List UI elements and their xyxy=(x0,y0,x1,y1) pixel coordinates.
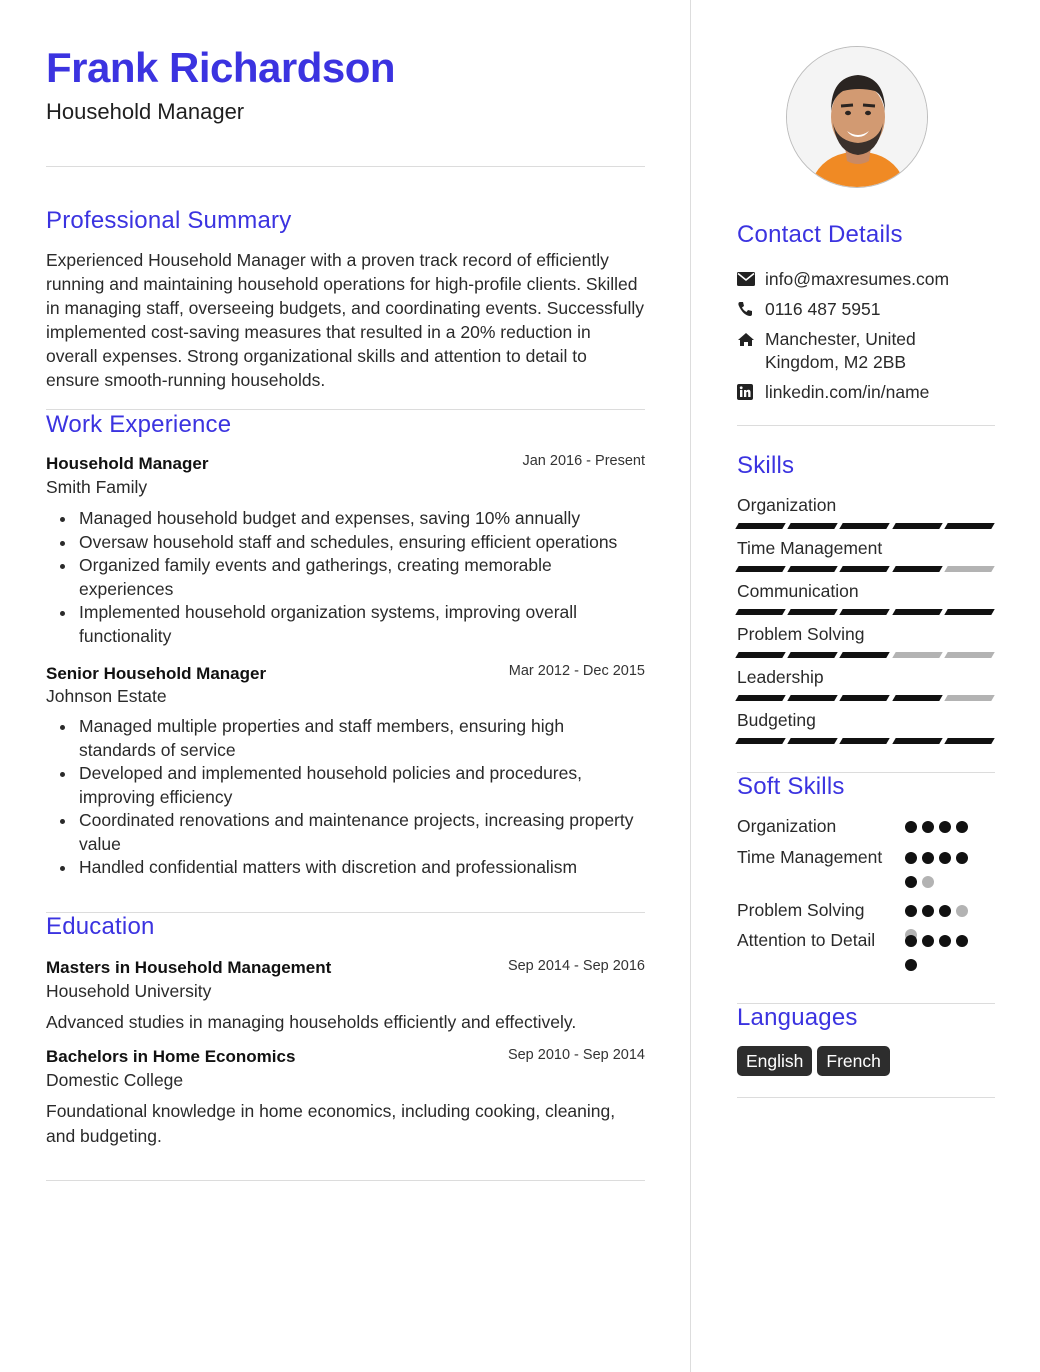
skill-segment-filled xyxy=(735,738,786,744)
list-item: Managed multiple properties and staff members, ensuring high standards of service xyxy=(79,715,645,762)
skill-segment-filled xyxy=(840,566,891,572)
skill-segment-filled xyxy=(840,738,891,744)
contact-divider xyxy=(737,425,995,426)
header-divider xyxy=(46,166,645,167)
job-organization: Johnson Estate xyxy=(46,686,167,706)
skill-segment-filled xyxy=(735,609,786,615)
soft-skill-name: Time Management xyxy=(737,847,883,867)
soft-skill-name: Attention to Detail xyxy=(737,930,876,950)
degree-description: Advanced studies in managing households efficiently and effectively. xyxy=(46,1012,577,1032)
skill-segment-filled xyxy=(892,523,943,529)
skill-name: Budgeting xyxy=(737,710,816,730)
skill-segment-filled xyxy=(892,609,943,615)
summary-divider xyxy=(46,409,645,410)
school-name: Household University xyxy=(46,981,212,1001)
avatar-portrait-icon xyxy=(787,47,928,188)
soft-skill-name: Organization xyxy=(737,816,837,836)
column-divider xyxy=(690,0,691,1372)
dot-filled xyxy=(939,821,951,833)
dot-filled xyxy=(939,905,951,917)
skill-segment-empty xyxy=(944,652,995,658)
job-dates: Mar 2012 - Dec 2015 xyxy=(508,663,645,679)
contact-heading: Contact Details xyxy=(737,221,903,248)
language-tag: English xyxy=(737,1046,812,1076)
skill-segment-filled xyxy=(944,609,995,615)
contact-address xyxy=(737,328,985,374)
skill-level-bar xyxy=(737,695,993,701)
list-item: Oversaw household staff and schedules, ensuring efficient operations xyxy=(79,531,645,555)
soft-skill-dots xyxy=(905,852,977,888)
dot-filled xyxy=(922,852,934,864)
list-item: Managed household budget and expenses, saving 10% annually xyxy=(79,507,645,531)
job-bullets xyxy=(79,715,645,880)
dot-filled xyxy=(956,852,968,864)
job-organization: Smith Family xyxy=(46,477,148,497)
education-divider xyxy=(46,1180,645,1181)
language-tag: French xyxy=(817,1046,889,1076)
skill-segment-filled xyxy=(944,523,995,529)
list-item: Handled confidential matters with discretion and professionalism xyxy=(79,856,645,880)
skill-name: Time Management xyxy=(737,538,883,558)
languages-list xyxy=(737,1046,890,1076)
skill-segment-filled xyxy=(787,695,838,701)
list-item: Coordinated renovations and maintenance projects, increasing property value xyxy=(79,809,645,856)
list-item: Developed and implemented household policies and procedures, improving efficiency xyxy=(79,762,645,809)
education-heading: Education xyxy=(46,913,155,940)
dot-filled xyxy=(905,935,917,947)
degree-dates: Sep 2014 - Sep 2016 xyxy=(507,958,645,974)
skill-segment-filled xyxy=(840,609,891,615)
dot-filled xyxy=(905,905,917,917)
envelope-icon xyxy=(737,268,765,290)
skill-level-bar xyxy=(737,609,993,615)
phone-icon xyxy=(737,298,765,320)
job-bullets xyxy=(79,507,645,648)
summary-heading: Professional Summary xyxy=(46,207,292,234)
contact-email xyxy=(737,268,985,291)
languages-heading: Languages xyxy=(737,1004,858,1031)
candidate-role: Household Manager xyxy=(46,99,245,124)
skill-segment-filled xyxy=(735,695,786,701)
dot-empty xyxy=(922,876,934,888)
home-icon xyxy=(737,328,765,350)
soft-skills-heading: Soft Skills xyxy=(737,773,845,800)
job-title: Senior Household Manager xyxy=(46,664,267,683)
summary-text: Experienced Household Manager with a proven track record of efficiently running and maintaining household operations for high-profile clients. Skilled in managing staff, overseeing budgets, and coordinating events. Successfully implemented cost-saving measures that resulted in a 20% reduction in overall expenses. Strong organizational skills and attention to detail to ensure smooth-running households. xyxy=(46,250,644,390)
skill-segment-filled xyxy=(787,523,838,529)
dot-filled xyxy=(939,935,951,947)
skill-segment-empty xyxy=(892,652,943,658)
skill-segment-filled xyxy=(892,738,943,744)
skill-level-bar xyxy=(737,523,993,529)
skill-segment-filled xyxy=(840,523,891,529)
dot-filled xyxy=(922,905,934,917)
skill-segment-filled xyxy=(735,652,786,658)
dot-filled xyxy=(905,959,917,971)
linkedin-icon xyxy=(737,381,765,403)
soft-skill-dots xyxy=(905,935,977,971)
degree-title: Masters in Household Management xyxy=(46,958,332,977)
skill-segment-empty xyxy=(944,566,995,572)
degree-title: Bachelors in Home Economics xyxy=(46,1047,296,1066)
job-dates: Jan 2016 - Present xyxy=(522,453,645,469)
dot-filled xyxy=(905,821,917,833)
skill-segment-filled xyxy=(892,566,943,572)
skill-segment-filled xyxy=(735,566,786,572)
list-item: Organized family events and gatherings, creating memorable experiences xyxy=(79,554,645,601)
school-name: Domestic College xyxy=(46,1070,184,1090)
skill-segment-filled xyxy=(735,523,786,529)
skill-level-bar xyxy=(737,652,993,658)
skill-name: Communication xyxy=(737,581,859,601)
skill-name: Problem Solving xyxy=(737,624,865,644)
skill-name: Leadership xyxy=(737,667,824,687)
candidate-name: Frank Richardson xyxy=(46,44,396,91)
skill-name: Organization xyxy=(737,495,837,515)
dot-filled xyxy=(905,852,917,864)
dot-filled xyxy=(922,935,934,947)
job-title: Household Manager xyxy=(46,454,209,473)
soft-skill-dots xyxy=(905,821,977,833)
dot-filled xyxy=(939,852,951,864)
skill-segment-filled xyxy=(787,609,838,615)
skill-segment-filled xyxy=(787,652,838,658)
skill-segment-empty xyxy=(944,695,995,701)
avatar xyxy=(786,46,928,188)
dot-filled xyxy=(922,821,934,833)
soft-skill-name: Problem Solving xyxy=(737,900,865,920)
experience-heading: Work Experience xyxy=(46,411,232,438)
skill-segment-filled xyxy=(892,695,943,701)
phone-text: 0116 487 5951 xyxy=(765,299,881,319)
dot-filled xyxy=(956,935,968,947)
skill-segment-filled xyxy=(787,738,838,744)
dot-filled xyxy=(905,876,917,888)
degree-description: Foundational knowledge in home economics, including cooking, cleaning, and budgeting. xyxy=(46,1101,616,1146)
skill-segment-filled xyxy=(787,566,838,572)
skill-level-bar xyxy=(737,738,993,744)
skills-heading: Skills xyxy=(737,452,795,479)
contact-phone xyxy=(737,298,985,321)
email-text[interactable]: info@maxresumes.com xyxy=(765,269,950,289)
degree-dates: Sep 2010 - Sep 2014 xyxy=(507,1047,645,1063)
skill-level-bar xyxy=(737,566,993,572)
languages-divider xyxy=(737,1097,995,1098)
dot-filled xyxy=(956,821,968,833)
skill-segment-filled xyxy=(840,695,891,701)
linkedin-text[interactable]: linkedin.com/in/name xyxy=(765,382,930,402)
list-item: Implemented household organization systems, improving overall functionality xyxy=(79,601,645,648)
skill-segment-filled xyxy=(944,738,995,744)
skill-segment-filled xyxy=(840,652,891,658)
address-text: Manchester, United Kingdom, M2 2BB xyxy=(765,329,916,372)
contact-linkedin xyxy=(737,381,985,404)
dot-empty xyxy=(956,905,968,917)
